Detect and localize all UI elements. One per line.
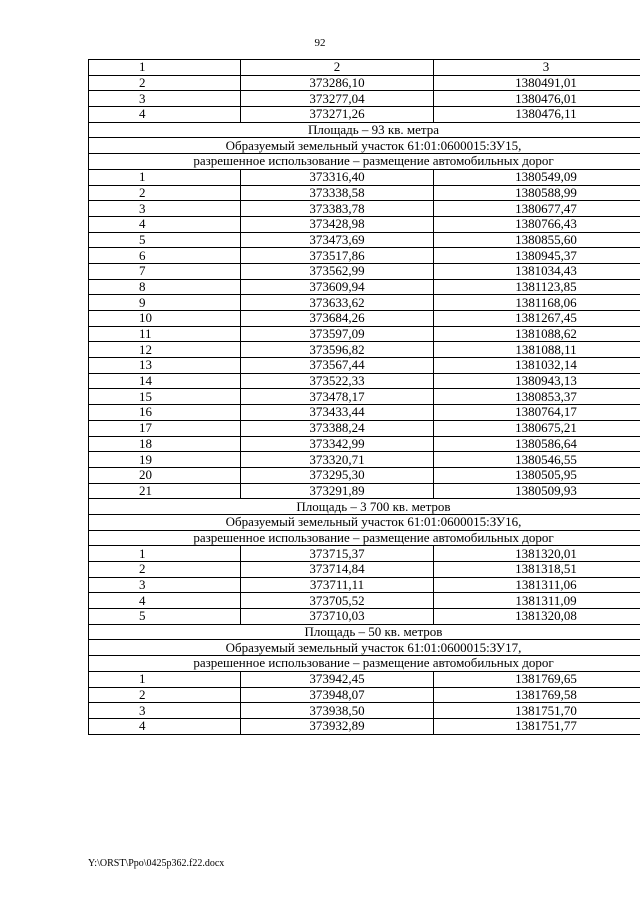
y-coordinate-cell: 1381769,65: [434, 671, 640, 687]
y-coordinate-cell: 1380855,60: [434, 232, 640, 248]
y-coordinate-cell: 1380491,01: [434, 75, 640, 91]
parcel-title-row: [89, 514, 640, 530]
point-number-cell: 17: [89, 420, 241, 436]
x-coordinate-cell: 373473,69: [241, 232, 434, 248]
x-coordinate-cell: 373316,40: [241, 169, 434, 185]
x-coordinate-cell: 373710,03: [241, 609, 434, 625]
y-coordinate-cell: 1381751,70: [434, 703, 640, 719]
table-row: [89, 107, 640, 123]
y-coordinate-cell: 1381032,14: [434, 358, 640, 374]
point-number-cell: 4: [89, 216, 241, 232]
table-row: [89, 232, 640, 248]
point-number-cell: 2: [89, 75, 241, 91]
parcel-title-row: [89, 530, 640, 546]
y-coordinate-cell: 1380764,17: [434, 405, 640, 421]
x-coordinate-cell: 373633,62: [241, 295, 434, 311]
table-row: [89, 687, 640, 703]
table-row: [89, 279, 640, 295]
y-coordinate-cell: 1381318,51: [434, 562, 640, 578]
point-number-cell: 16: [89, 405, 241, 421]
x-coordinate-cell: 373567,44: [241, 358, 434, 374]
x-coordinate-cell: 373715,37: [241, 546, 434, 562]
area-row: [89, 499, 640, 515]
table-row: [89, 609, 640, 625]
y-coordinate-cell: 1381320,08: [434, 609, 640, 625]
y-coordinate-cell: 1380943,13: [434, 373, 640, 389]
table-row: [89, 467, 640, 483]
table-header-row: [89, 60, 640, 76]
x-coordinate-cell: 373705,52: [241, 593, 434, 609]
area-row: [89, 624, 640, 640]
parcel-title-line2: разрешенное использование – размещение автомобильных дорог: [89, 656, 640, 672]
point-number-cell: 2: [89, 185, 241, 201]
table-row: [89, 703, 640, 719]
table-row: [89, 436, 640, 452]
table-row: [89, 201, 640, 217]
x-coordinate-cell: 373433,44: [241, 405, 434, 421]
parcel-title-line2: разрешенное использование – размещение автомобильных дорог: [89, 154, 640, 170]
table-row: [89, 389, 640, 405]
point-number-cell: 18: [89, 436, 241, 452]
y-coordinate-cell: 1380853,37: [434, 389, 640, 405]
point-number-cell: 20: [89, 467, 241, 483]
point-number-cell: 7: [89, 263, 241, 279]
x-coordinate-cell: 373684,26: [241, 311, 434, 327]
x-coordinate-cell: 373522,33: [241, 373, 434, 389]
x-coordinate-cell: 373597,09: [241, 326, 434, 342]
x-coordinate-cell: 373295,30: [241, 467, 434, 483]
table-row: [89, 295, 640, 311]
x-coordinate-cell: 373286,10: [241, 75, 434, 91]
y-coordinate-cell: 1381123,85: [434, 279, 640, 295]
table-row: [89, 718, 640, 734]
table-row: [89, 373, 640, 389]
y-coordinate-cell: 1380476,11: [434, 107, 640, 123]
point-number-cell: 3: [89, 577, 241, 593]
table-row: [89, 577, 640, 593]
parcel-title-line2: разрешенное использование – размещение автомобильных дорог: [89, 530, 640, 546]
x-coordinate-cell: 373271,26: [241, 107, 434, 123]
point-number-cell: 9: [89, 295, 241, 311]
x-coordinate-cell: 373562,99: [241, 263, 434, 279]
y-coordinate-cell: 1380505,95: [434, 467, 640, 483]
area-text: Площадь – 3 700 кв. метров: [89, 499, 640, 515]
x-coordinate-cell: 373948,07: [241, 687, 434, 703]
y-coordinate-cell: 1381311,09: [434, 593, 640, 609]
point-number-cell: 5: [89, 609, 241, 625]
x-coordinate-cell: 373388,24: [241, 420, 434, 436]
y-coordinate-cell: 1380586,64: [434, 436, 640, 452]
y-coordinate-cell: 1380766,43: [434, 216, 640, 232]
parcel-title-line1: Образуемый земельный участок 61:01:0600015:ЗУ17,: [89, 640, 640, 656]
x-coordinate-cell: 373338,58: [241, 185, 434, 201]
y-coordinate-cell: 1380945,37: [434, 248, 640, 264]
parcel-title-row: [89, 138, 640, 154]
area-row: [89, 122, 640, 138]
page-number: 92: [314, 37, 326, 49]
y-coordinate-cell: 1381751,77: [434, 718, 640, 734]
footer-file-path: Y:\ORST\Ppo\0425p362.f22.docx: [88, 858, 225, 869]
table-row: [89, 342, 640, 358]
table-row: [89, 185, 640, 201]
y-coordinate-cell: 1381034,43: [434, 263, 640, 279]
x-coordinate-cell: 373478,17: [241, 389, 434, 405]
y-coordinate-cell: 1381267,45: [434, 311, 640, 327]
header-cell-x: 2: [241, 60, 434, 76]
x-coordinate-cell: 373383,78: [241, 201, 434, 217]
x-coordinate-cell: 373714,84: [241, 562, 434, 578]
point-number-cell: 4: [89, 107, 241, 123]
x-coordinate-cell: 373938,50: [241, 703, 434, 719]
area-text: Площадь – 93 кв. метра: [89, 122, 640, 138]
y-coordinate-cell: 1380675,21: [434, 420, 640, 436]
table-row: [89, 405, 640, 421]
table-row: [89, 483, 640, 499]
table-row: [89, 248, 640, 264]
y-coordinate-cell: 1381088,62: [434, 326, 640, 342]
table-row: [89, 358, 640, 374]
point-number-cell: 15: [89, 389, 241, 405]
table-row: [89, 452, 640, 468]
header-cell-y: 3: [434, 60, 640, 76]
point-number-cell: 12: [89, 342, 241, 358]
table-row: [89, 263, 640, 279]
point-number-cell: 3: [89, 201, 241, 217]
point-number-cell: 1: [89, 546, 241, 562]
x-coordinate-cell: 373711,11: [241, 577, 434, 593]
point-number-cell: 14: [89, 373, 241, 389]
table-row: [89, 562, 640, 578]
x-coordinate-cell: 373342,99: [241, 436, 434, 452]
x-coordinate-cell: 373609,94: [241, 279, 434, 295]
point-number-cell: 1: [89, 671, 241, 687]
x-coordinate-cell: 373291,89: [241, 483, 434, 499]
table-row: [89, 216, 640, 232]
y-coordinate-cell: 1380549,09: [434, 169, 640, 185]
y-coordinate-cell: 1380546,55: [434, 452, 640, 468]
x-coordinate-cell: 373932,89: [241, 718, 434, 734]
header-cell-point: 1: [89, 60, 241, 76]
y-coordinate-cell: 1381769,58: [434, 687, 640, 703]
table-row: [89, 326, 640, 342]
point-number-cell: 10: [89, 311, 241, 327]
coordinates-table: [88, 59, 640, 735]
point-number-cell: 19: [89, 452, 241, 468]
point-number-cell: 3: [89, 703, 241, 719]
point-number-cell: 21: [89, 483, 241, 499]
parcel-title-line1: Образуемый земельный участок 61:01:0600015:ЗУ16,: [89, 514, 640, 530]
point-number-cell: 4: [89, 718, 241, 734]
point-number-cell: 8: [89, 279, 241, 295]
table-row: [89, 593, 640, 609]
x-coordinate-cell: 373942,45: [241, 671, 434, 687]
table-row: [89, 671, 640, 687]
point-number-cell: 5: [89, 232, 241, 248]
table-row: [89, 75, 640, 91]
x-coordinate-cell: 373320,71: [241, 452, 434, 468]
point-number-cell: 4: [89, 593, 241, 609]
parcel-title-row: [89, 640, 640, 656]
table-row: [89, 420, 640, 436]
table-row: [89, 169, 640, 185]
y-coordinate-cell: 1381320,01: [434, 546, 640, 562]
point-number-cell: 3: [89, 91, 241, 107]
y-coordinate-cell: 1380509,93: [434, 483, 640, 499]
table-row: [89, 546, 640, 562]
table-row: [89, 311, 640, 327]
table-row: [89, 91, 640, 107]
y-coordinate-cell: 1381311,06: [434, 577, 640, 593]
parcel-title-line1: Образуемый земельный участок 61:01:0600015:ЗУ15,: [89, 138, 640, 154]
y-coordinate-cell: 1380476,01: [434, 91, 640, 107]
area-text: Площадь – 50 кв. метров: [89, 624, 640, 640]
x-coordinate-cell: 373596,82: [241, 342, 434, 358]
x-coordinate-cell: 373428,98: [241, 216, 434, 232]
parcel-title-row: [89, 154, 640, 170]
x-coordinate-cell: 373277,04: [241, 91, 434, 107]
point-number-cell: 1: [89, 169, 241, 185]
y-coordinate-cell: 1381168,06: [434, 295, 640, 311]
x-coordinate-cell: 373517,86: [241, 248, 434, 264]
point-number-cell: 11: [89, 326, 241, 342]
point-number-cell: 2: [89, 562, 241, 578]
point-number-cell: 6: [89, 248, 241, 264]
y-coordinate-cell: 1380677,47: [434, 201, 640, 217]
parcel-title-row: [89, 656, 640, 672]
point-number-cell: 13: [89, 358, 241, 374]
y-coordinate-cell: 1380588,99: [434, 185, 640, 201]
y-coordinate-cell: 1381088,11: [434, 342, 640, 358]
point-number-cell: 2: [89, 687, 241, 703]
